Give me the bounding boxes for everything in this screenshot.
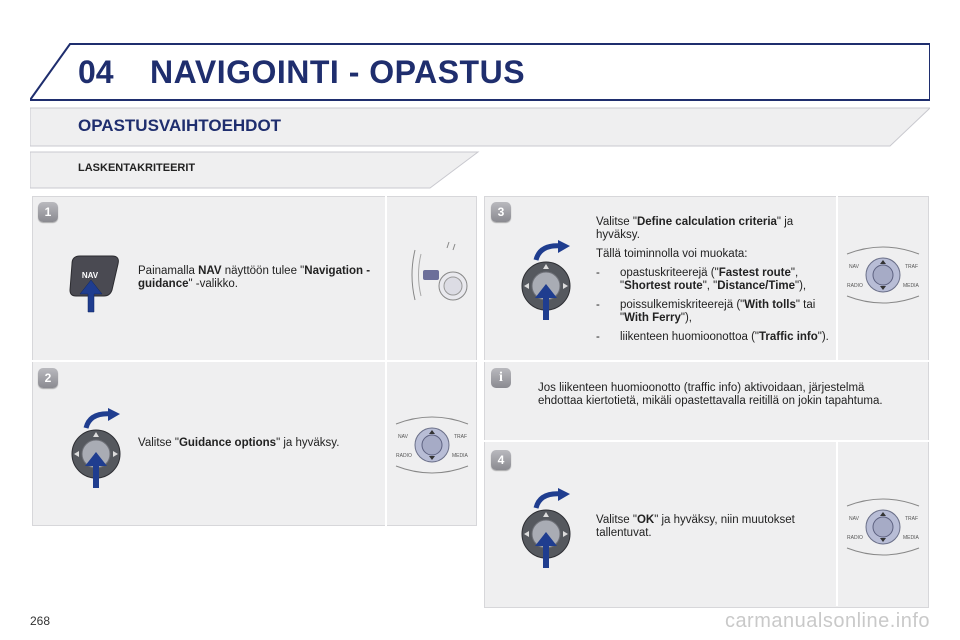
svg-text:RADIO: RADIO <box>847 283 863 289</box>
page-number: 268 <box>30 614 51 628</box>
right-image-column-divider-a <box>836 196 838 360</box>
right-divider-1 <box>484 360 929 362</box>
section-title: OPASTUSVAIHTOEHDOT <box>78 116 282 135</box>
chapter-title: NAVIGOINTI - OPASTUS <box>150 54 526 90</box>
svg-text:MEDIA: MEDIA <box>903 283 919 289</box>
step-3-intro: Tällä toiminnolla voi muokata: <box>596 248 748 260</box>
console-nav-illustration <box>405 240 475 310</box>
left-panel-divider <box>32 360 477 362</box>
guidance-options: Guidance options <box>178 437 277 449</box>
menu-name: Navigation - guidance <box>138 265 371 290</box>
control-panel-illustration <box>392 410 472 480</box>
step-4-badge: 4 <box>491 450 511 470</box>
step-3-text: Valitse "Define calculation criteria" ja hyväksy. Tällä toiminnolla voi muokata: - opastuskriteerejä ("Fastest route", "Shortest route", "Distance/Time"), - poissulkemiskriteerejä ("With tolls" tai "With Ferry"), - liikenteen huomioonottoa ("Traffic info"). <box>596 216 831 350</box>
step-2-text: Valitse "Guidance options" ja hyväksy. <box>138 437 340 449</box>
ok-option: OK <box>636 514 655 526</box>
step-4-text: Valitse "OK" ja hyväksy, niin muutokset tallentuvat. <box>596 514 795 539</box>
panel-label-radio: RADIO <box>396 453 412 459</box>
right-image-column-divider-b <box>836 442 838 606</box>
rotary-knob-illustration-3 <box>518 240 588 320</box>
subsection-title: LASKENTAKRITEERIT <box>78 162 196 174</box>
nav-button-illustration <box>66 250 126 314</box>
svg-text:TRAF: TRAF <box>905 516 919 522</box>
info-text: Jos liikenteen huomioonotto (traffic info) aktivoidaan, järjestelmä ehdottaa kiertotietä, mikäli opastettavalla reitillä on jokin tapahtuma. <box>538 382 883 407</box>
step-1-badge: 1 <box>38 202 58 222</box>
watermark: carmanualsonline.info <box>724 610 930 632</box>
control-panel-illustration-4 <box>843 492 923 562</box>
control-panel-illustration-3 <box>843 240 923 310</box>
svg-text:RADIO: RADIO <box>847 535 863 541</box>
panel-label-nav: NAV <box>398 434 408 440</box>
nav-key: NAV <box>198 265 222 277</box>
svg-text:MEDIA: MEDIA <box>903 535 919 541</box>
nav-button-label: NAV <box>81 271 99 280</box>
step-2-badge: 2 <box>38 368 58 388</box>
list-item: - poissulkemiskriteerejä ("With tolls" tai "With Ferry"), <box>596 299 831 325</box>
svg-text:NAV: NAV <box>849 264 859 270</box>
step-1-text: Painamalla NAV näyttöön tulee "Navigation - guidance" -valikko. <box>138 265 371 290</box>
svg-text:NAV: NAV <box>849 516 859 522</box>
define-calculation-criteria: Define calculation criteria <box>636 216 777 228</box>
rotary-knob-illustration-4 <box>518 488 588 568</box>
panel-label-traf: TRAF <box>454 434 468 440</box>
criteria-list <box>596 267 831 344</box>
info-icon: i <box>491 368 511 388</box>
chapter-number: 04 <box>78 54 114 90</box>
panel-label-media: MEDIA <box>452 453 468 459</box>
list-item: - liikenteen huomioonottoa ("Traffic info"). <box>596 331 831 344</box>
right-divider-2 <box>484 440 929 442</box>
svg-text:TRAF: TRAF <box>905 264 919 270</box>
list-item: - opastuskriteerejä ("Fastest route", "Shortest route", "Distance/Time"), <box>596 267 831 293</box>
left-image-column-divider <box>385 196 387 526</box>
rotary-knob-illustration <box>68 408 138 488</box>
step-3-badge: 3 <box>491 202 511 222</box>
